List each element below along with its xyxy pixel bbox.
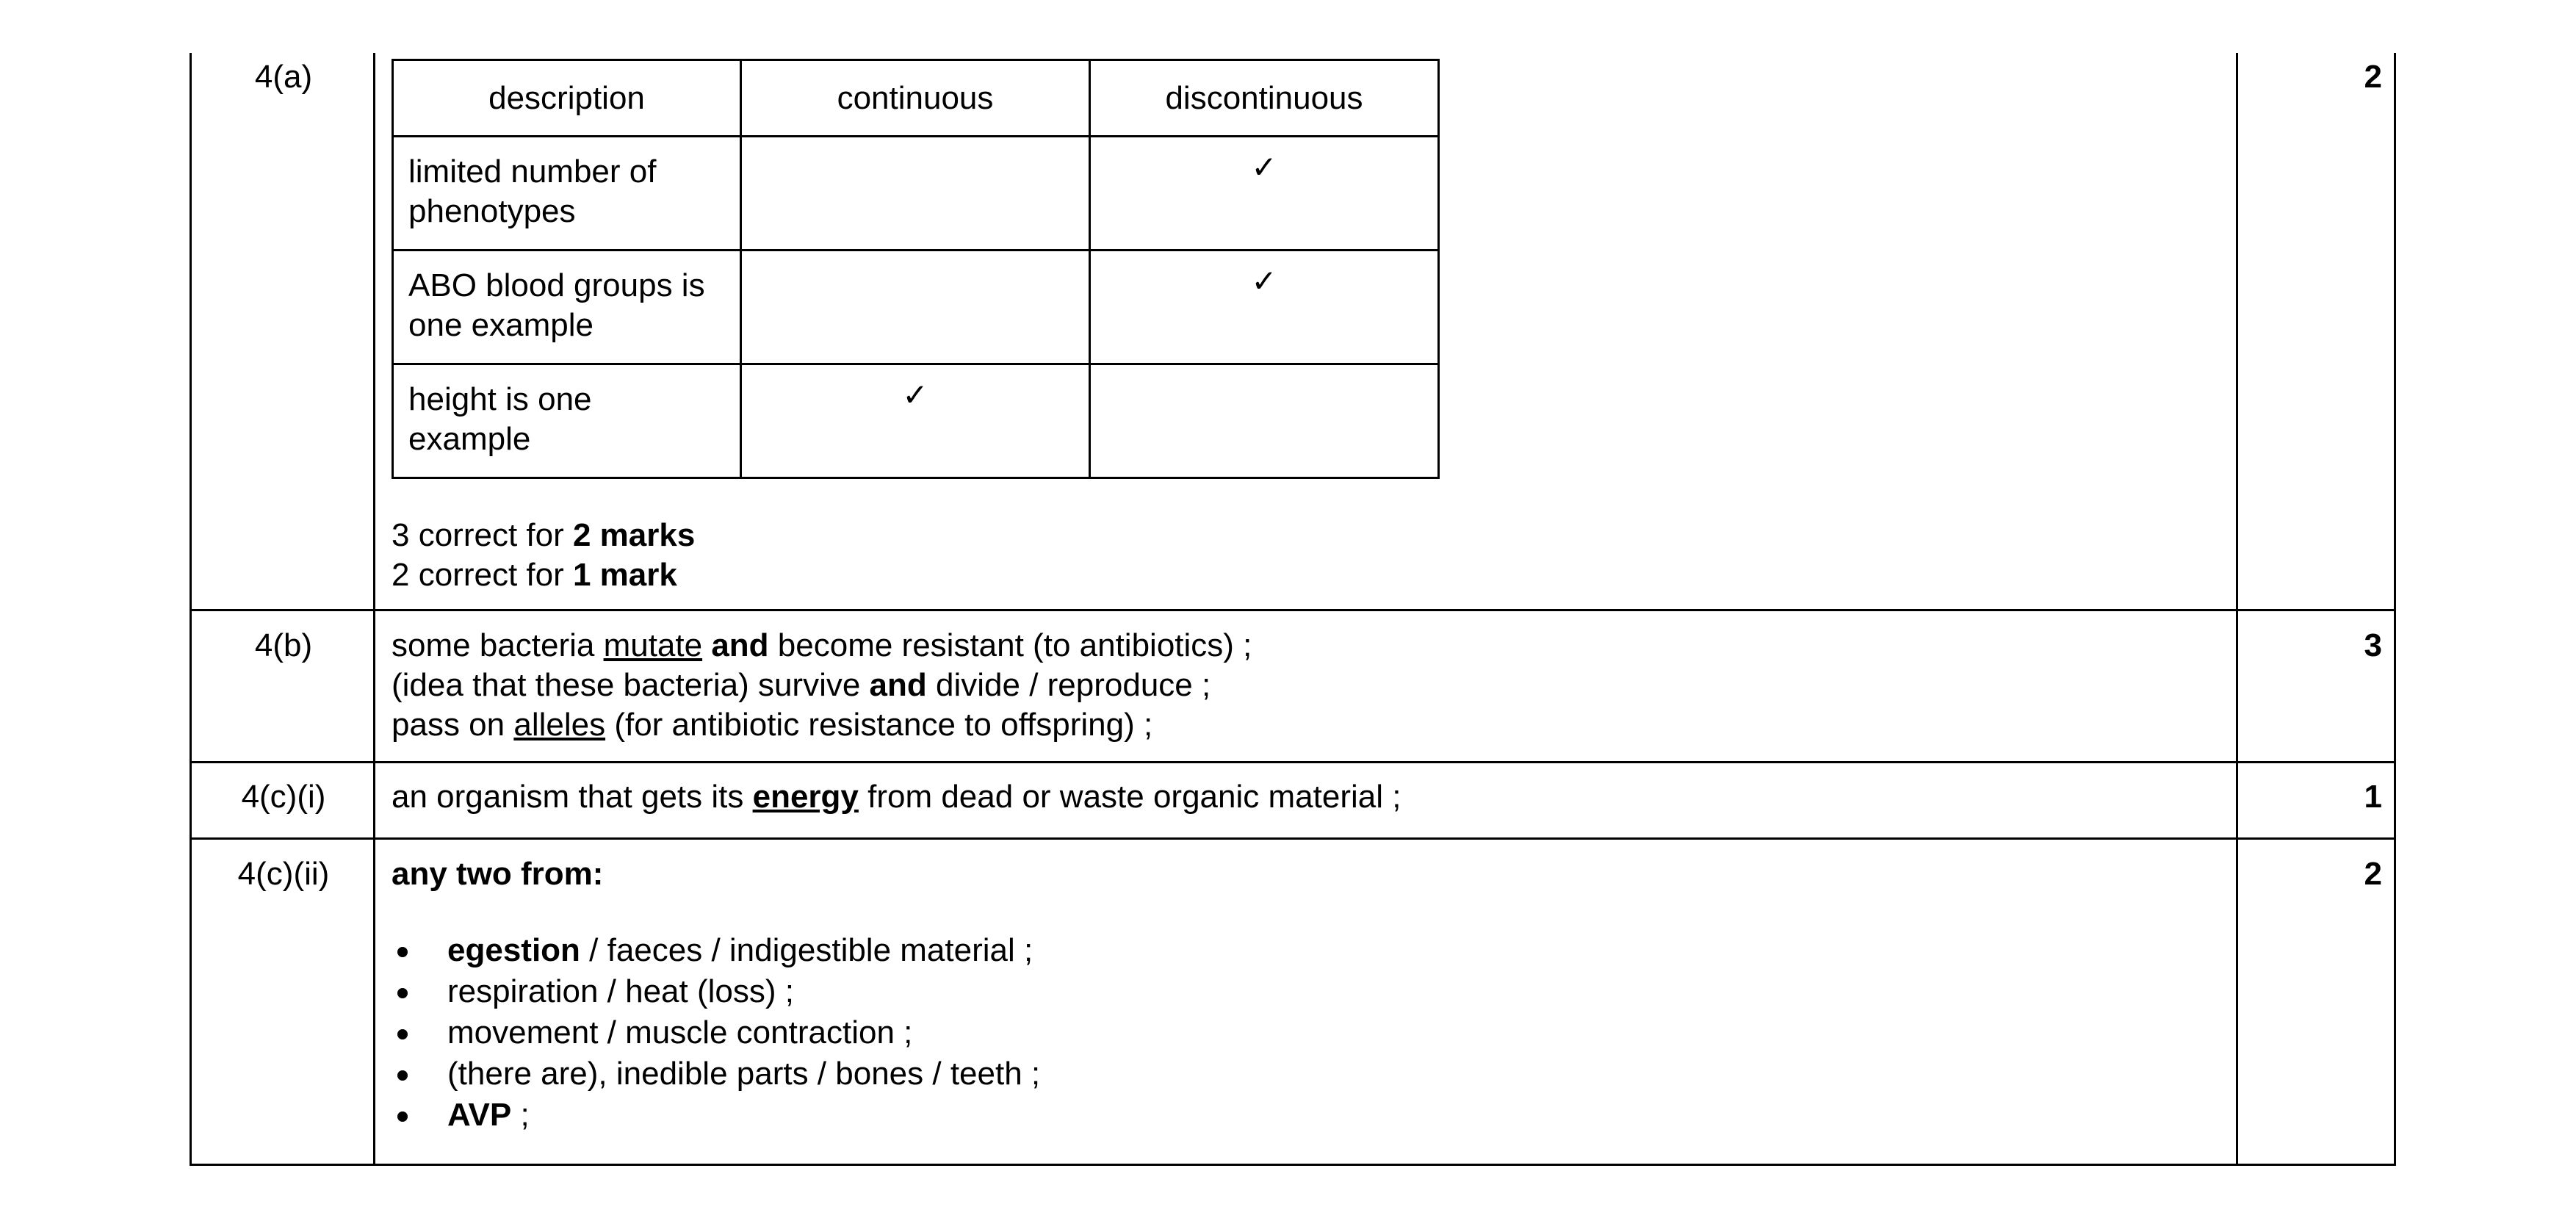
discontinuous-cell: [1090, 364, 1439, 478]
bullet-icon: [397, 988, 408, 998]
description-line: phenotypes: [408, 193, 576, 229]
discontinuous-cell: [1090, 137, 1439, 251]
row-divider: [192, 837, 2394, 840]
header-discontinuous: discontinuous: [1090, 60, 1439, 137]
marks-value: 2: [2364, 59, 2382, 95]
description-line: ABO blood groups is: [408, 267, 705, 303]
answer-line: an organism that gets its energy from dead or waste organic material ;: [392, 779, 1401, 815]
question-number: 4(c)(i): [241, 779, 326, 815]
question-number: 4(a): [254, 59, 313, 95]
description-line: example: [408, 421, 531, 457]
description-cell: [393, 251, 741, 364]
list-item: egestion / faeces / indigestible material ;: [392, 931, 2375, 972]
tick-mark: ✓: [1251, 263, 1277, 299]
answer-line: some bacteria mutate and become resistant (to antibiotics) ;: [392, 627, 1252, 663]
tick-mark: ✓: [902, 377, 928, 413]
bullet-list: [392, 931, 2375, 1136]
answer-line: pass on alleles (for antibiotic resistance to offspring) ;: [392, 707, 1153, 743]
description-line: height is one: [408, 381, 592, 417]
answer-text: [392, 854, 2375, 1136]
description-line: one example: [408, 307, 594, 343]
question-number: 4(b): [254, 627, 313, 663]
answer-line: (idea that these bacteria) survive and divide / reproduce ;: [392, 667, 1211, 703]
continuous-cell: [741, 251, 1090, 364]
row-divider: [192, 609, 2394, 611]
tick-mark: [1091, 365, 1437, 375]
variation-table-header: [393, 60, 1439, 137]
column-divider-question: [373, 53, 375, 1164]
marks-value: 3: [2364, 627, 2382, 663]
mark-scheme-table: [190, 53, 2396, 1166]
description-line: limited number of: [408, 154, 657, 190]
bullet-icon: [397, 947, 408, 957]
table-row: [393, 251, 1439, 364]
bullet-icon: [397, 1111, 408, 1122]
bullet-icon: [397, 1029, 408, 1039]
list-item: movement / muscle contraction ;: [392, 1013, 2375, 1054]
list-item: AVP ;: [392, 1095, 2375, 1136]
list-item: (there are), inedible parts / bones / teeth ;: [392, 1054, 2375, 1095]
discontinuous-cell: [1090, 251, 1439, 364]
table-row: [393, 364, 1439, 478]
description-cell: [393, 137, 741, 251]
marks-value: 1: [2364, 779, 2382, 815]
marking-notes: [392, 516, 2375, 595]
variation-table: [392, 59, 1440, 479]
marking-note: 2 correct for 1 mark: [392, 557, 677, 593]
answer-text: [392, 777, 2375, 817]
row-divider: [192, 761, 2394, 763]
tick-mark: [742, 251, 1089, 262]
header-description: description: [393, 60, 741, 137]
tick-mark: ✓: [1251, 149, 1277, 185]
header-continuous: continuous: [741, 60, 1090, 137]
table-row: [393, 137, 1439, 251]
continuous-cell: [741, 137, 1090, 251]
tick-mark: [742, 137, 1089, 148]
question-number: 4(c)(ii): [237, 856, 330, 892]
answer-text: [392, 626, 2375, 745]
marking-note: 3 correct for 2 marks: [392, 517, 696, 553]
description-cell: [393, 364, 741, 478]
bullet-icon: [397, 1070, 408, 1081]
list-item: respiration / heat (loss) ;: [392, 972, 2375, 1013]
marks-value: 2: [2364, 856, 2382, 892]
continuous-cell: [741, 364, 1090, 478]
answer-heading: any two from:: [392, 856, 604, 892]
